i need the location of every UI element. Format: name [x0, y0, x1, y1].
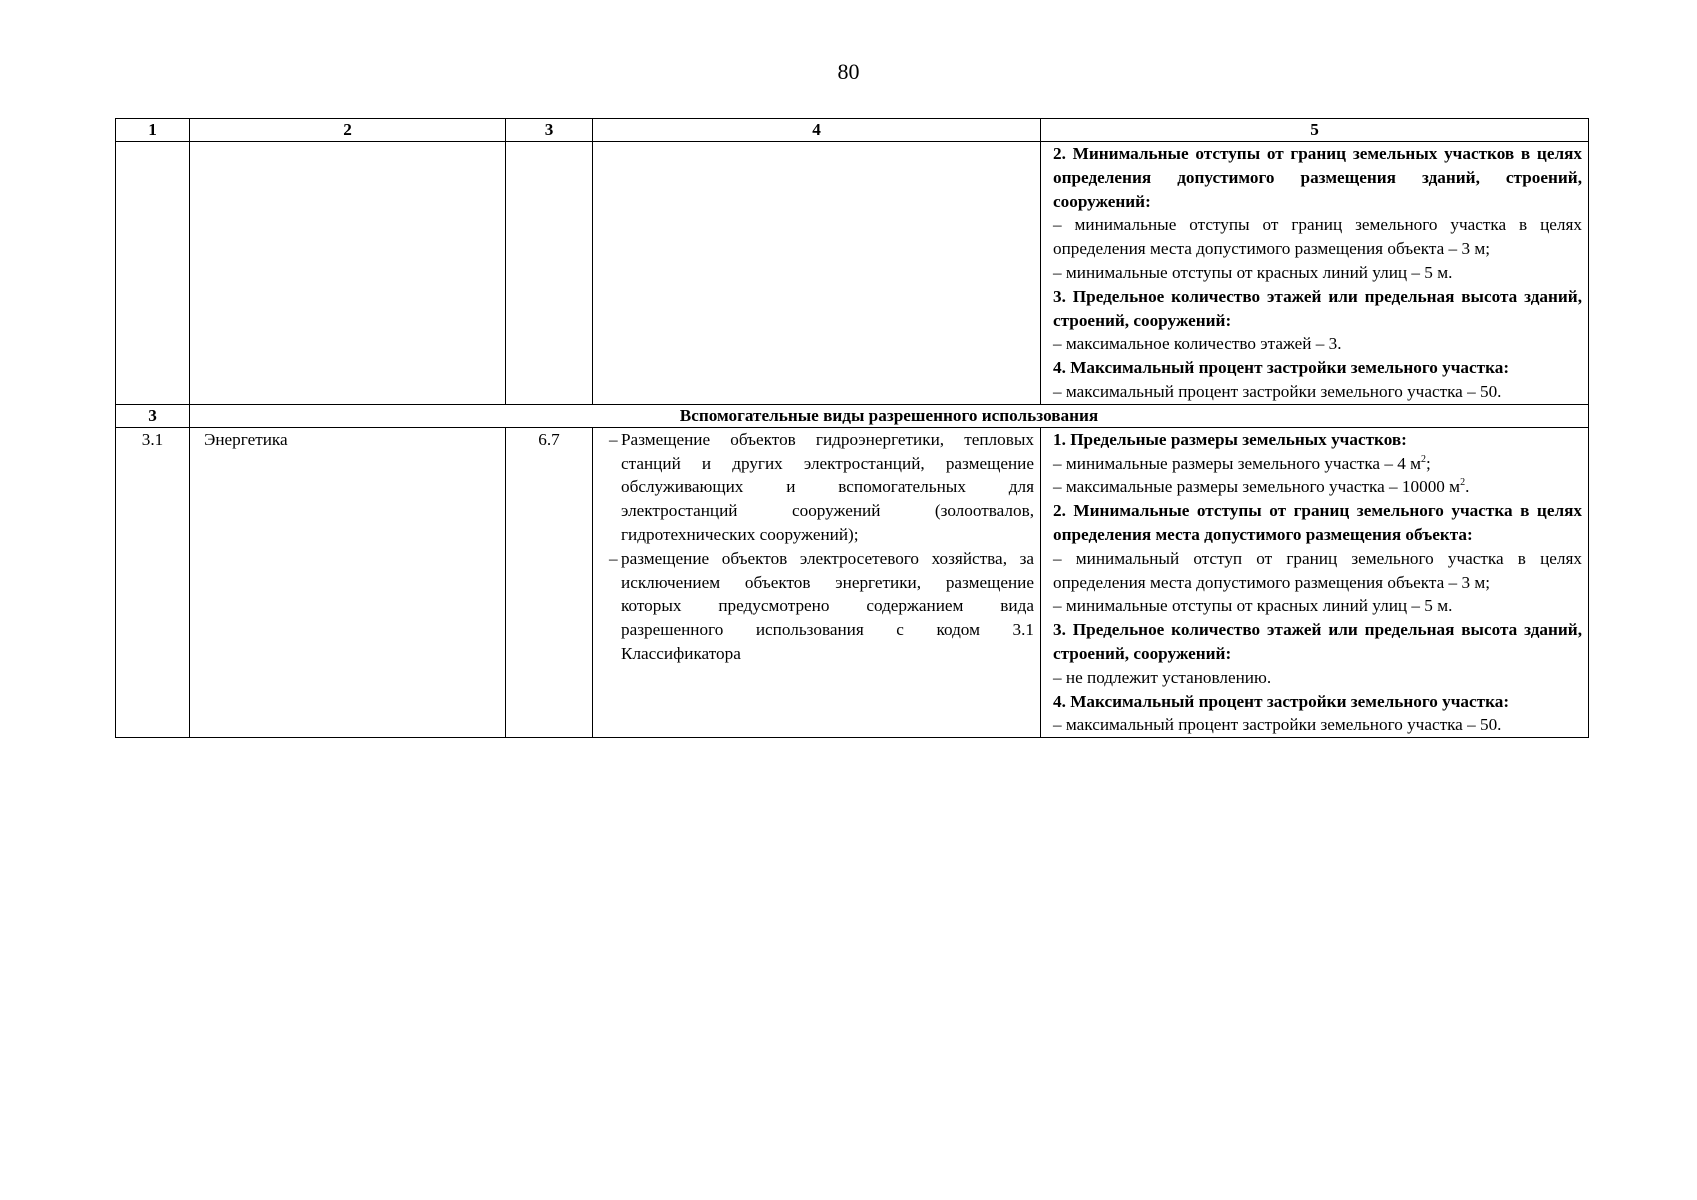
param-text: – минимальные размеры земельного участка – 4 м — [1053, 453, 1422, 473]
column-number-4: 4 — [593, 119, 1041, 142]
row-number: 3.1 — [116, 427, 190, 737]
param-line — [1053, 452, 1582, 476]
classifier-code: 6.7 — [506, 427, 593, 737]
param-line: – минимальные отступы от границ земельного участка в целях определения места допустимого размещения объекта – 3 м; — [1053, 215, 1582, 259]
param-heading: 2. Минимальные отступы от границ земельных участков в целях определения допустимого размещения зданий, строений, сооружений: — [1053, 144, 1582, 211]
description-cell — [593, 427, 1041, 737]
param-line: – максимальный процент застройки земельного участка – 50. — [1053, 381, 1502, 401]
empty-cell — [190, 142, 506, 405]
param-heading: 4. Максимальный процент застройки земельного участка: — [1053, 691, 1510, 711]
continuation-row — [116, 142, 1589, 405]
use-type-name: Энергетика — [190, 427, 506, 737]
section-number: 3 — [116, 404, 190, 427]
superscript: 2 — [1460, 477, 1466, 489]
param-heading: 4. Максимальный процент застройки земельного участка: — [1053, 358, 1510, 378]
column-number-2: 2 — [190, 119, 506, 142]
section-title: Вспомогательные виды разрешенного использования — [190, 404, 1589, 427]
land-use-table — [115, 118, 1589, 738]
param-heading: 1. Предельные размеры земельных участков: — [1053, 429, 1407, 449]
superscript: 2 — [1421, 453, 1427, 465]
energy-row — [116, 427, 1589, 737]
column-number-row — [116, 119, 1589, 142]
param-line: – максимальный процент застройки земельного участка – 50. — [1053, 715, 1502, 735]
param-line: – максимальное количество этажей – 3. — [1053, 334, 1342, 354]
param-heading: 3. Предельное количество этажей или предельная высота зданий, строений, сооружений: — [1053, 620, 1582, 663]
dash: – — [609, 429, 618, 449]
description-item — [609, 428, 1034, 547]
param-line: – минимальные отступы от красных линий улиц – 5 м. — [1053, 596, 1453, 616]
section-row — [116, 404, 1589, 427]
param-heading: 2. Минимальные отступы от границ земельного участка в целях определения места допустимого размещения объекта: — [1053, 501, 1582, 544]
description-item — [609, 547, 1034, 666]
param-line — [1053, 475, 1582, 499]
parameters-cell — [1041, 142, 1589, 405]
empty-cell — [116, 142, 190, 405]
dash: – — [609, 548, 618, 568]
description-text: размещение объектов электросетевого хозяйства, за исключением объектов энергетики, размещение которых предусмотрено содержанием вида разрешенного использования с кодом 3.1 Классификатора — [621, 548, 1034, 663]
param-line: – не подлежит установлению. — [1053, 667, 1272, 687]
param-heading: 3. Предельное количество этажей или предельная высота зданий, строений, сооружений: — [1053, 286, 1582, 330]
param-text: – максимальные размеры земельного участка – 10000 м — [1053, 477, 1461, 497]
column-number-1: 1 — [116, 119, 190, 142]
page-number: 80 — [837, 59, 860, 84]
column-number-5: 5 — [1041, 119, 1589, 142]
empty-cell — [506, 142, 593, 405]
empty-cell — [593, 142, 1041, 405]
description-text: Размещение объектов гидроэнергетики, тепловых станций и других электростанций, размещение обслуживающих и вспомогательных для электростанций сооружений (золоотвалов, гидротехнических сооружений); — [621, 429, 1034, 544]
column-number-3: 3 — [506, 119, 593, 142]
param-text: ; — [1426, 453, 1431, 473]
param-text: . — [1465, 477, 1470, 497]
param-line: – минимальный отступ от границ земельного участка в целях определения места допустимого размещения объекта – 3 м; — [1053, 548, 1582, 592]
param-line: – минимальные отступы от красных линий улиц – 5 м. — [1053, 262, 1453, 282]
parameters-cell — [1041, 427, 1589, 737]
